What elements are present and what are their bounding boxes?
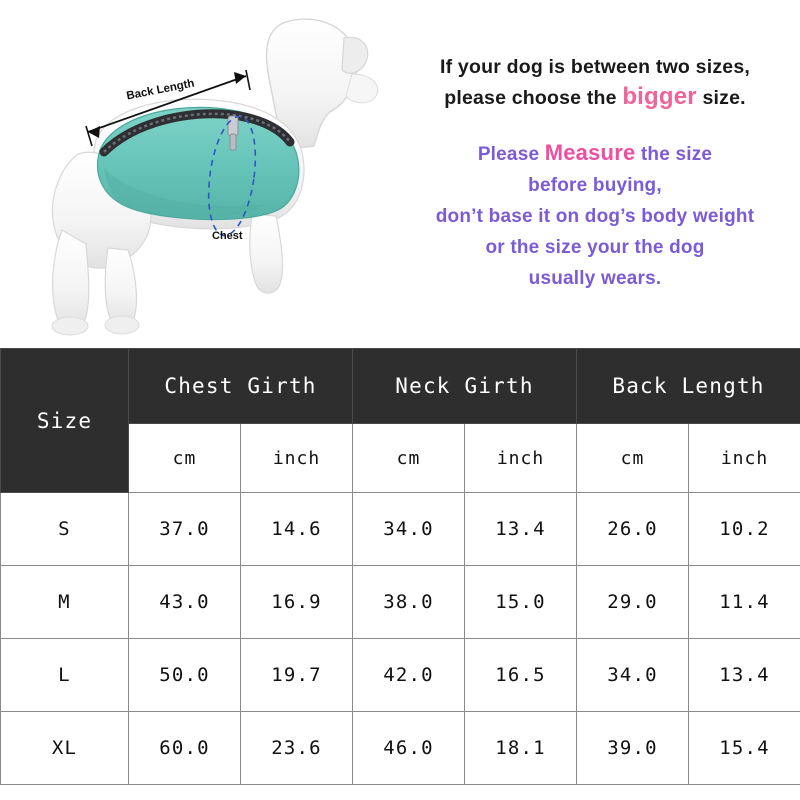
notice-para-line-4: or the size your the dog — [485, 237, 705, 258]
notice-line-2-suffix: size. — [696, 87, 746, 109]
header-back-length: Back Length — [577, 349, 800, 424]
table-row — [1, 639, 800, 712]
header-neck-girth: Neck Girth — [353, 349, 577, 424]
unit-back-inch: inch — [689, 424, 800, 493]
cell-neck-inch: 15.0 — [465, 566, 577, 639]
unit-chest-inch: inch — [241, 424, 353, 493]
cell-chest-cm: 50.0 — [129, 639, 241, 712]
notice-para-line-2: before buying, — [528, 175, 662, 196]
cell-neck-cm: 38.0 — [353, 566, 465, 639]
cell-chest-inch: 16.9 — [241, 566, 353, 639]
cell-back-inch: 13.4 — [689, 639, 800, 712]
cell-back-inch: 15.4 — [689, 712, 800, 785]
cell-size: XL — [1, 712, 129, 785]
header-chest-girth: Chest Girth — [129, 349, 353, 424]
dog-mannequin-graphic — [0, 0, 390, 348]
cell-size: S — [1, 493, 129, 566]
notice-bigger-emphasis: bigger — [622, 83, 697, 110]
cell-chest-inch: 19.7 — [241, 639, 353, 712]
header-area — [0, 0, 800, 348]
table-header-row — [1, 349, 800, 424]
notice-paragraph — [390, 137, 800, 294]
table-row — [1, 493, 800, 566]
unit-neck-cm: cm — [353, 424, 465, 493]
cell-chest-inch: 14.6 — [241, 493, 353, 566]
measure-line-suffix: the size — [635, 144, 713, 165]
unit-chest-cm: cm — [129, 424, 241, 493]
cell-chest-cm: 43.0 — [129, 566, 241, 639]
sizing-notice — [390, 0, 800, 348]
table-row — [1, 566, 800, 639]
size-chart-table — [0, 348, 800, 785]
cell-neck-cm: 46.0 — [353, 712, 465, 785]
notice-headline — [390, 52, 800, 113]
measure-line-prefix: Please — [477, 144, 545, 165]
cell-chest-cm: 37.0 — [129, 493, 241, 566]
unit-back-cm: cm — [577, 424, 689, 493]
notice-para-line-5: usually wears. — [528, 268, 662, 289]
cell-back-inch: 10.2 — [689, 493, 800, 566]
dog-illustration — [0, 0, 390, 348]
table-row — [1, 712, 800, 785]
cell-neck-cm: 42.0 — [353, 639, 465, 712]
cell-neck-inch: 16.5 — [465, 639, 577, 712]
notice-line-2-prefix: please choose the — [444, 87, 623, 109]
cell-chest-cm: 60.0 — [129, 712, 241, 785]
notice-para-line-3: don’t base it on dog’s body weight — [435, 206, 755, 227]
cell-back-cm: 29.0 — [577, 566, 689, 639]
notice-measure-emphasis: Measure — [544, 140, 636, 165]
cell-back-inch: 11.4 — [689, 566, 800, 639]
cell-back-cm: 34.0 — [577, 639, 689, 712]
cell-size: M — [1, 566, 129, 639]
unit-neck-inch: inch — [465, 424, 577, 493]
cell-back-cm: 26.0 — [577, 493, 689, 566]
cell-chest-inch: 23.6 — [241, 712, 353, 785]
header-size: Size — [1, 349, 129, 493]
notice-line-1: If your dog is between two sizes, — [440, 56, 750, 78]
cell-neck-cm: 34.0 — [353, 493, 465, 566]
cell-neck-inch: 13.4 — [465, 493, 577, 566]
chest-measure-label: Chest — [212, 230, 243, 242]
cell-back-cm: 39.0 — [577, 712, 689, 785]
cell-neck-inch: 18.1 — [465, 712, 577, 785]
back-length-measure-label: Back Length — [125, 77, 196, 103]
cell-size: L — [1, 639, 129, 712]
